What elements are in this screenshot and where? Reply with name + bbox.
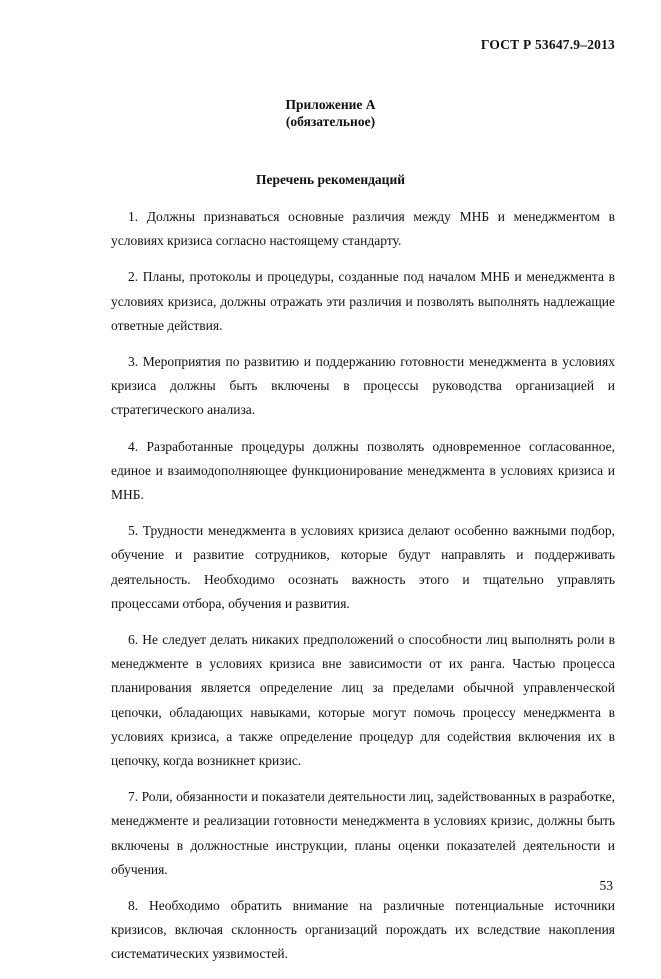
recommendation-7: 7. Роли, обязанности и показатели деятельности лиц, задействованных в разработке, менеджменте и реализации готовности менеджмента в условиях кризис, должны быть включены в должностные инструкции, планы оценки показателей деятельности и обучения. bbox=[111, 789, 615, 877]
appendix-status: (обязательное) bbox=[285, 114, 376, 129]
recommendation-1: 1. Должны признаваться основные различия между МНБ и менеджментом в условиях кризиса согласно настоящему стандарту. bbox=[111, 209, 615, 249]
recommendation-2: 2. Планы, протоколы и процедуры, созданные под началом МНБ и менеджмента в условиях кризиса, должны отражать эти различия и позволять выполнять надлежащие ответные действия. bbox=[111, 269, 615, 333]
appendix-title: Приложение А bbox=[285, 97, 376, 112]
recommendations-list bbox=[111, 205, 615, 979]
recommendation-5: 5. Трудности менеджмента в условиях кризиса делают особенно важными подбор, обучение и развитие сотрудников, которые будут направлять и поддерживать деятельность. Необходимо осознать важность этого и тщательно управлять процессами отбора, обучения и развития. bbox=[111, 523, 615, 611]
page-number: 53 bbox=[599, 878, 613, 893]
recommendation-6: 6. Не следует делать никаких предположений о способности лиц выполнять роли в менеджменте в условиях кризиса вне зависимости от их ранга. Частью процесса планирования является определение лиц за пределами обычной управленческой цепочки, обладающих навыками, которые могут помочь процессу менеджмента в условиях кризиса, а также определение процедур для содействия включения их в цепочку, когда возникнет кризис. bbox=[111, 632, 615, 769]
recommendation-4: 4. Разработанные процедуры должны позволять одновременное согласованное, единое и взаимодополняющее функционирование менеджмента в условиях кризиса и МНБ. bbox=[111, 438, 615, 503]
recommendation-8: 8. Необходимо обратить внимание на различные потенциальные источники кризисов, включая склонность организаций порождать их вследствие накопления систематических уязвимостей. bbox=[111, 898, 615, 962]
section-title: Перечень рекомендаций bbox=[255, 172, 406, 187]
document-code: ГОСТ Р 53647.9–2013 bbox=[480, 37, 615, 52]
appendix-heading bbox=[0, 96, 661, 130]
recommendation-3: 3. Мероприятия по развитию и поддержанию готовности менеджмента в условиях кризиса должны быть включены в процессы руководства организацией и стратегического анализа. bbox=[111, 354, 615, 418]
